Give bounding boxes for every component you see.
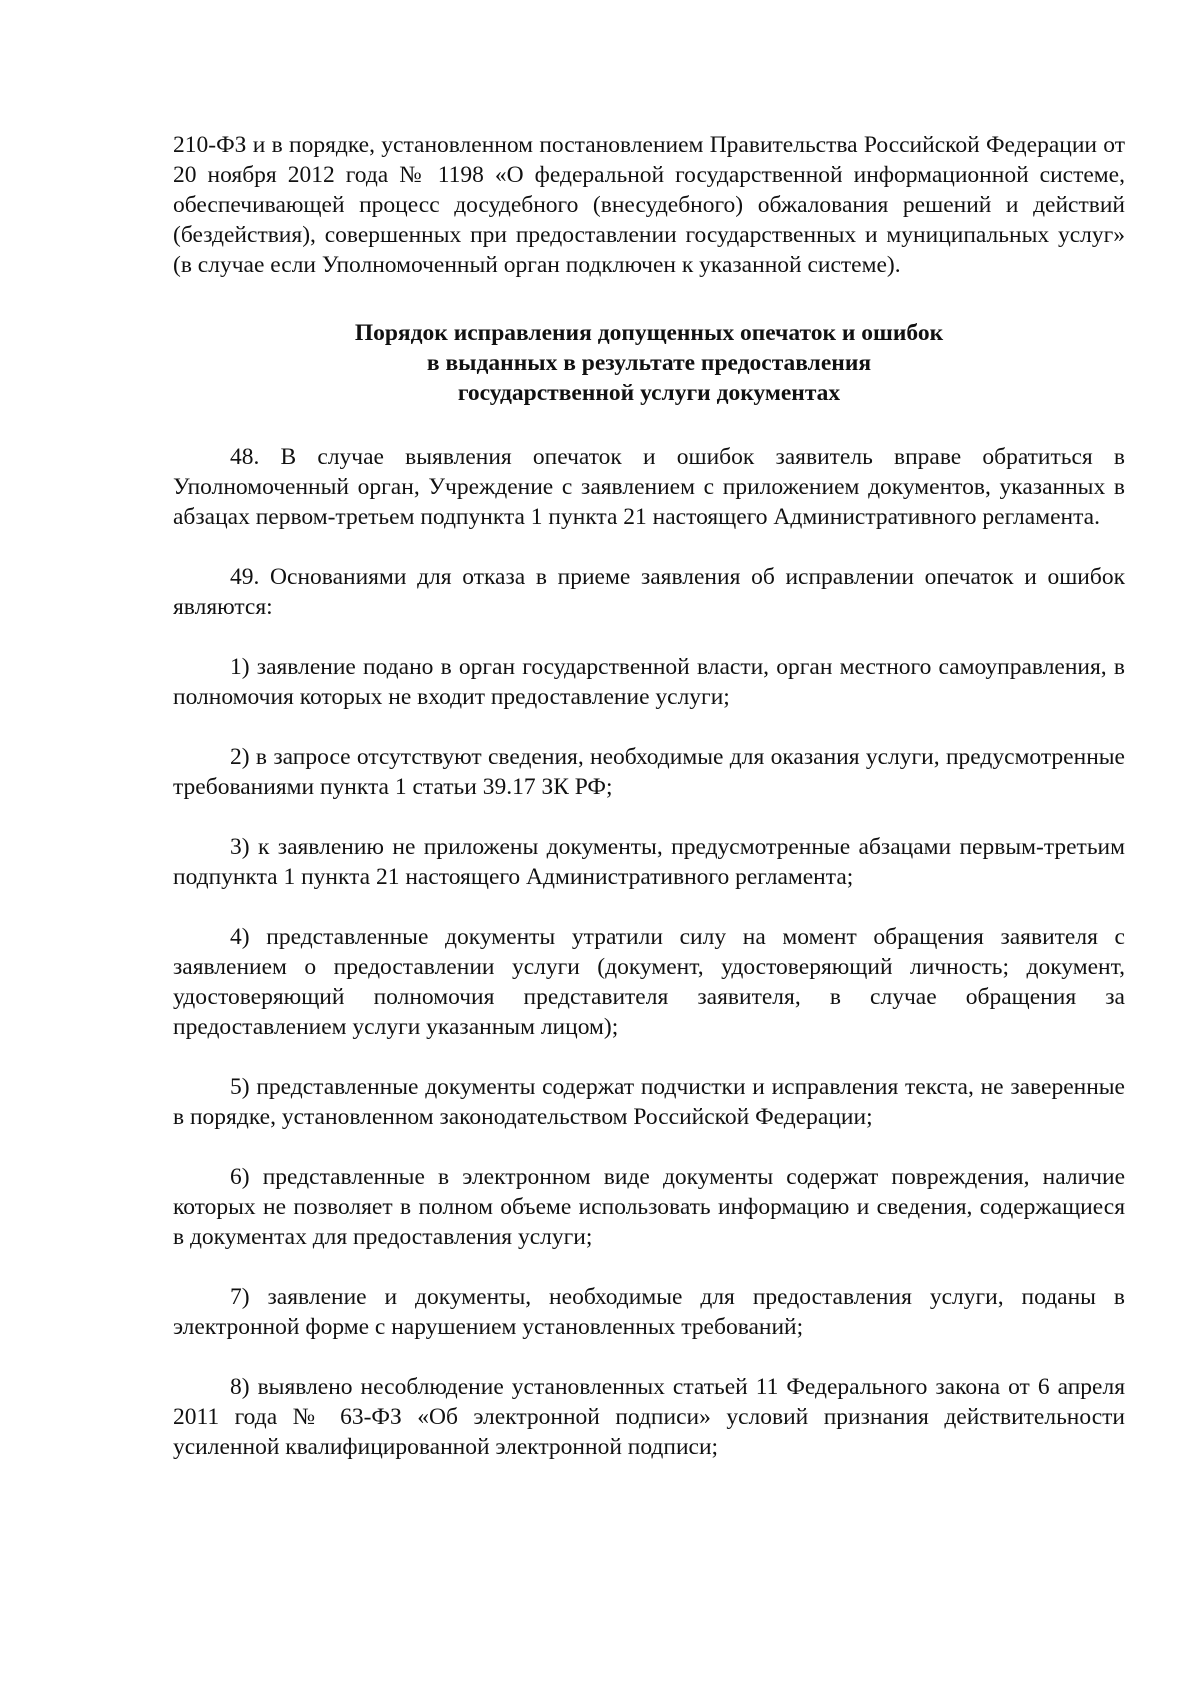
list-item-8: 8) выявлено несоблюдение установленных статьей 11 Федерального закона от 6 апреля 2011 года № 63-ФЗ «Об электронной подписи» условий признания действительности усиленной квалифицированной электронной подписи; xyxy=(173,1374,1125,1460)
paragraph-49: 49. Основаниями для отказа в приеме заявления об исправлении опечаток и ошибок являются: xyxy=(173,564,1125,620)
section-heading-line-1: Порядок исправления допущенных опечаток и ошибок xyxy=(354,320,944,346)
list-item-7: 7) заявление и документы, необходимые для предоставления услуги, поданы в электронной форме с нарушением установленных требований; xyxy=(173,1284,1125,1340)
list-item-5: 5) представленные документы содержат подчистки и исправления текста, не заверенные в порядке, установленном законодательством Российской Федерации; xyxy=(173,1074,1125,1130)
list-item-2: 2) в запросе отсутствуют сведения, необходимые для оказания услуги, предусмотренные требованиями пункта 1 статьи 39.17 ЗК РФ; xyxy=(173,744,1125,800)
document-body xyxy=(173,130,1125,1462)
list-item-4: 4) представленные документы утратили силу на момент обращения заявителя с заявлением о предоставлении услуги (документ, удостоверяющий личность; документ, удостоверяющий полномочия представителя заявителя, в случае обращения за предоставлением услуги указанным лицом); xyxy=(173,924,1125,1040)
section-heading xyxy=(173,318,1125,408)
intro-paragraph: 210-ФЗ и в порядке, установленном постановлением Правительства Российской Федерации от 20 ноября 2012 года № 1198 «О федеральной государственной информационной системе, обеспечивающей процесс досудебного (внесудебного) обжалования решений и действий (бездействия), совершенных при предоставлении государственных и муниципальных услуг» (в случае если Уполномоченный орган подключен к указанной системе). xyxy=(173,132,1125,278)
list-item-3: 3) к заявлению не приложены документы, предусмотренные абзацами первым-третьим подпункта 1 пункта 21 настоящего Административного регламента; xyxy=(173,834,1125,890)
section-heading-line-2: в выданных в результате предоставления xyxy=(426,350,872,376)
list-item-1: 1) заявление подано в орган государственной власти, орган местного самоуправления, в полномочия которых не входит предоставление услуги; xyxy=(173,654,1125,710)
section-heading-line-3: государственной услуги документах xyxy=(457,380,841,406)
paragraph-48: 48. В случае выявления опечаток и ошибок заявитель вправе обратиться в Уполномоченный орган, Учреждение с заявлением с приложением документов, указанных в абзацах первом-третьем подпункта 1 пункта 21 настоящего Административного регламента. xyxy=(173,444,1125,530)
list-item-6: 6) представленные в электронном виде документы содержат повреждения, наличие которых не позволяет в полном объеме использовать информацию и сведения, содержащиеся в документах для предоставления услуги; xyxy=(173,1164,1125,1250)
